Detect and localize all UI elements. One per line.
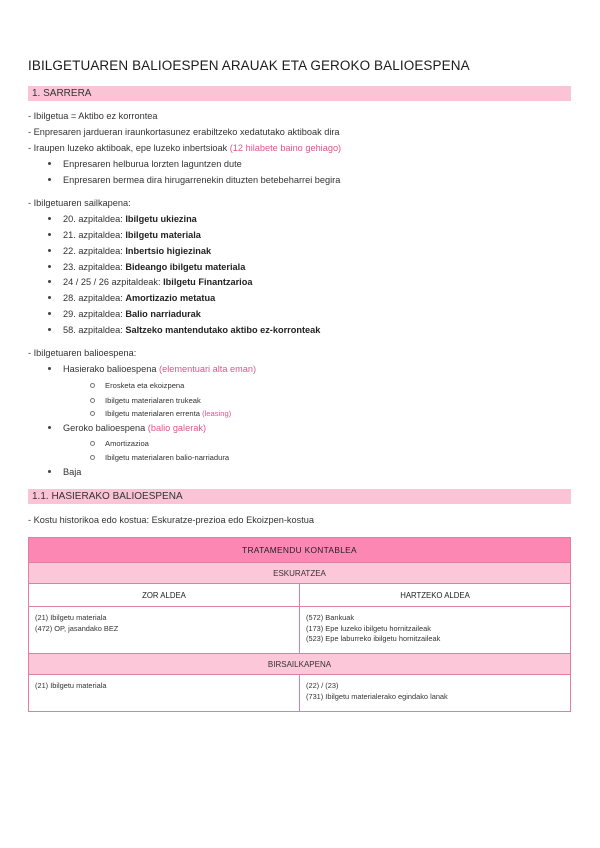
list-item: Geroko balioespena (balio galerak)	[48, 423, 206, 433]
table-section-reclassification: BIRSAILKAPENA	[29, 654, 571, 675]
table-cell-credit	[300, 675, 571, 712]
accounting-table	[28, 537, 571, 712]
table-section-acquisition: ESKURATZEA	[29, 563, 571, 584]
intro-line-2: - Enpresaren jardueran iraunkortasunez erabiltzeko xedatutako aktiboak dira	[28, 127, 340, 137]
section-header-hasierako: 1.1. HASIERAKO BALIOESPENA	[28, 489, 571, 504]
account-entry: (572) Bankuak	[306, 613, 355, 622]
table-title: TRATAMENDU KONTABLEA	[29, 538, 571, 563]
account-entry: (523) Epe laburreko ibilgetu hornitzaileak	[306, 634, 441, 644]
circle-bullet-icon	[90, 455, 95, 460]
account-entry: (472) OP, jasandako BEZ	[35, 623, 119, 633]
intro-line-3: - Iraupen luzeko aktiboak, epe luzeko inbertsioak (12 hilabete baino gehiago)	[28, 143, 342, 153]
list-item: Baja	[48, 467, 81, 477]
section-header-sarrera: 1. SARRERA	[28, 86, 571, 101]
bullet-icon	[48, 296, 51, 299]
sub-list-item: Ibilgetu materialaren balio-narriadura	[90, 453, 229, 462]
list-item: 58. azpitaldea: Saltzeko mantendutako aktibo ez-korronteak	[48, 325, 320, 335]
document-title: IBILGETUAREN BALIOESPEN ARAUAK ETA GEROKO BALIOESPENA	[28, 58, 470, 73]
list-item: 20. azpitaldea: Ibilgetu ukiezina	[48, 214, 197, 224]
account-entry: (21) Ibilgetu materiala	[35, 613, 107, 622]
sub-list-item: Ibilgetu materialaren trukeak	[90, 396, 201, 405]
table-cell-debit	[29, 607, 300, 654]
bullet-icon	[48, 426, 51, 429]
table-cell-debit	[29, 675, 300, 712]
list-item: 29. azpitaldea: Balio narriadurak	[48, 309, 201, 319]
list-item: 21. azpitaldea: Ibilgetu materiala	[48, 230, 201, 240]
list-item: 24 / 25 / 26 azpitaldeak: Ibilgetu Finantzarioa	[48, 277, 252, 287]
bullet-icon	[48, 162, 51, 165]
list-item: Hasierako balioespena (elementuari alta eman)	[48, 364, 256, 374]
list-item: Enpresaren bermea dira hirugarrenekin dituzten betebeharrei begira	[48, 175, 340, 185]
bullet-icon	[48, 265, 51, 268]
cost-line: - Kostu historikoa edo kostua: Eskuratze-prezioa edo Ekoizpen-kostua	[28, 515, 314, 525]
circle-bullet-icon	[90, 383, 95, 388]
bullet-icon	[48, 367, 51, 370]
intro-line-1: - Ibilgetua = Aktibo ez korrontea	[28, 111, 158, 121]
account-entry: (21) Ibilgetu materiala	[35, 681, 107, 690]
bullet-icon	[48, 312, 51, 315]
circle-bullet-icon	[90, 411, 95, 416]
account-entry: (173) Epe luzeko ibilgetu hornitzaileak	[306, 623, 431, 633]
sub-list-item: Amortizazioa	[90, 439, 149, 448]
column-header-credit: HARTZEKO ALDEA	[300, 584, 571, 607]
bullet-icon	[48, 280, 51, 283]
bullet-icon	[48, 233, 51, 236]
sub-list-item: Erosketa eta ekoizpena	[90, 381, 184, 390]
bullet-icon	[48, 470, 51, 473]
list-item: 22. azpitaldea: Inbertsio higiezinak	[48, 246, 211, 256]
account-entry: (731) Ibilgetu materialerako egindako lanak	[306, 691, 448, 701]
circle-bullet-icon	[90, 441, 95, 446]
list-item: 23. azpitaldea: Bideango ibilgetu materiala	[48, 262, 245, 272]
sub-list-item: Ibilgetu materialaren errenta (leasing)	[90, 409, 231, 418]
bullet-icon	[48, 217, 51, 220]
circle-bullet-icon	[90, 398, 95, 403]
bullet-icon	[48, 249, 51, 252]
list-item: Enpresaren helburua lorzten laguntzen dute	[48, 159, 242, 169]
account-entry: (22) / (23)	[306, 681, 339, 690]
classification-heading: - Ibilgetuaren sailkapena:	[28, 198, 131, 208]
valuation-heading: - Ibilgetuaren balioespena:	[28, 348, 137, 358]
table-cell-credit	[300, 607, 571, 654]
list-item: 28. azpitaldea: Amortizazio metatua	[48, 293, 215, 303]
bullet-icon	[48, 178, 51, 181]
bullet-icon	[48, 328, 51, 331]
highlight-text: (12 hilabete baino gehiago)	[229, 143, 342, 153]
column-header-debit: ZOR ALDEA	[29, 584, 300, 607]
